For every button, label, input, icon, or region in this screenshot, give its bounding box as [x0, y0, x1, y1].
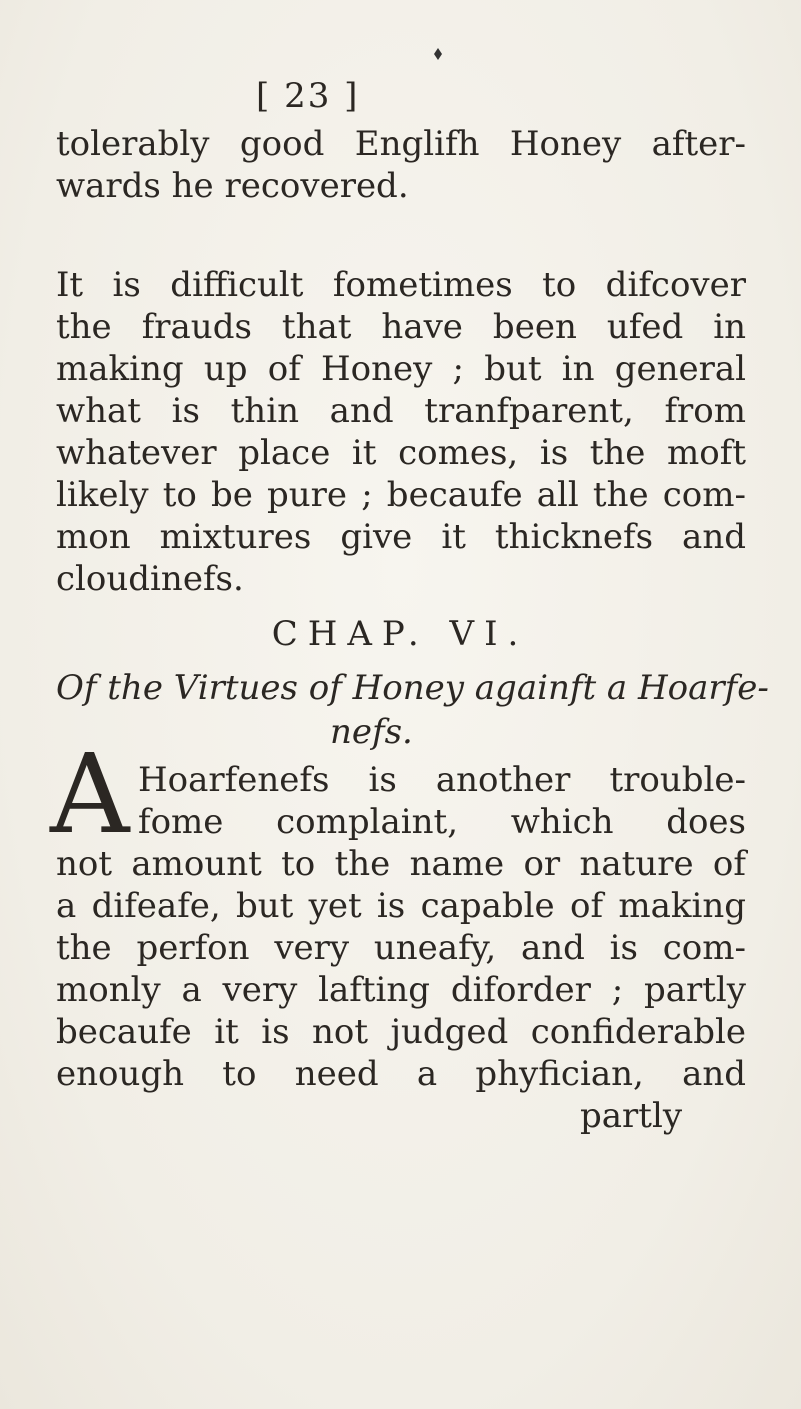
text-line: whatever place it comes, is the moft	[56, 433, 746, 473]
chapter-subtitle: Of the Virtues of Honey againft a Hoarfe-	[56, 668, 769, 708]
text-line: a difeafe, but yet is capable of making	[56, 886, 746, 926]
text-line: tolerably good Englifh Honey after-	[56, 124, 746, 164]
text-line: monly a very lafting diforder ; partly	[56, 970, 746, 1010]
text-line: the frauds that have been ufed in	[56, 307, 746, 347]
text-line: becaufe it is not judged confiderable	[56, 1012, 746, 1052]
text-line: likely to be pure ; becaufe all the com-	[56, 475, 746, 515]
text-line: making up of Honey ; but in general	[56, 349, 746, 389]
catchword: partly	[580, 1096, 683, 1136]
text-line: fome complaint, which does	[138, 802, 746, 842]
text-line: mon mixtures give it thicknefs and	[56, 517, 746, 557]
text-line: what is thin and tranfparent, from	[56, 391, 746, 431]
text-line: It is difficult fometimes to difcover	[56, 265, 746, 305]
page-number: [ 23 ]	[256, 76, 360, 116]
text-line: Hoarfenefs is another trouble-	[138, 760, 746, 800]
text-line: not amount to the name or nature of	[56, 844, 746, 884]
drop-cap: A	[50, 730, 130, 858]
chapter-subtitle: nefs.	[330, 712, 413, 752]
text-line: enough to need a phyfician, and	[56, 1054, 746, 1094]
chapter-heading: CHAP. VI.	[271, 614, 529, 654]
printers-ornament-icon	[434, 48, 442, 54]
text-line: cloudinefs.	[56, 559, 244, 599]
text-line: the perfon very uneafy, and is com-	[56, 928, 746, 968]
text-line: wards he recovered.	[56, 166, 409, 206]
